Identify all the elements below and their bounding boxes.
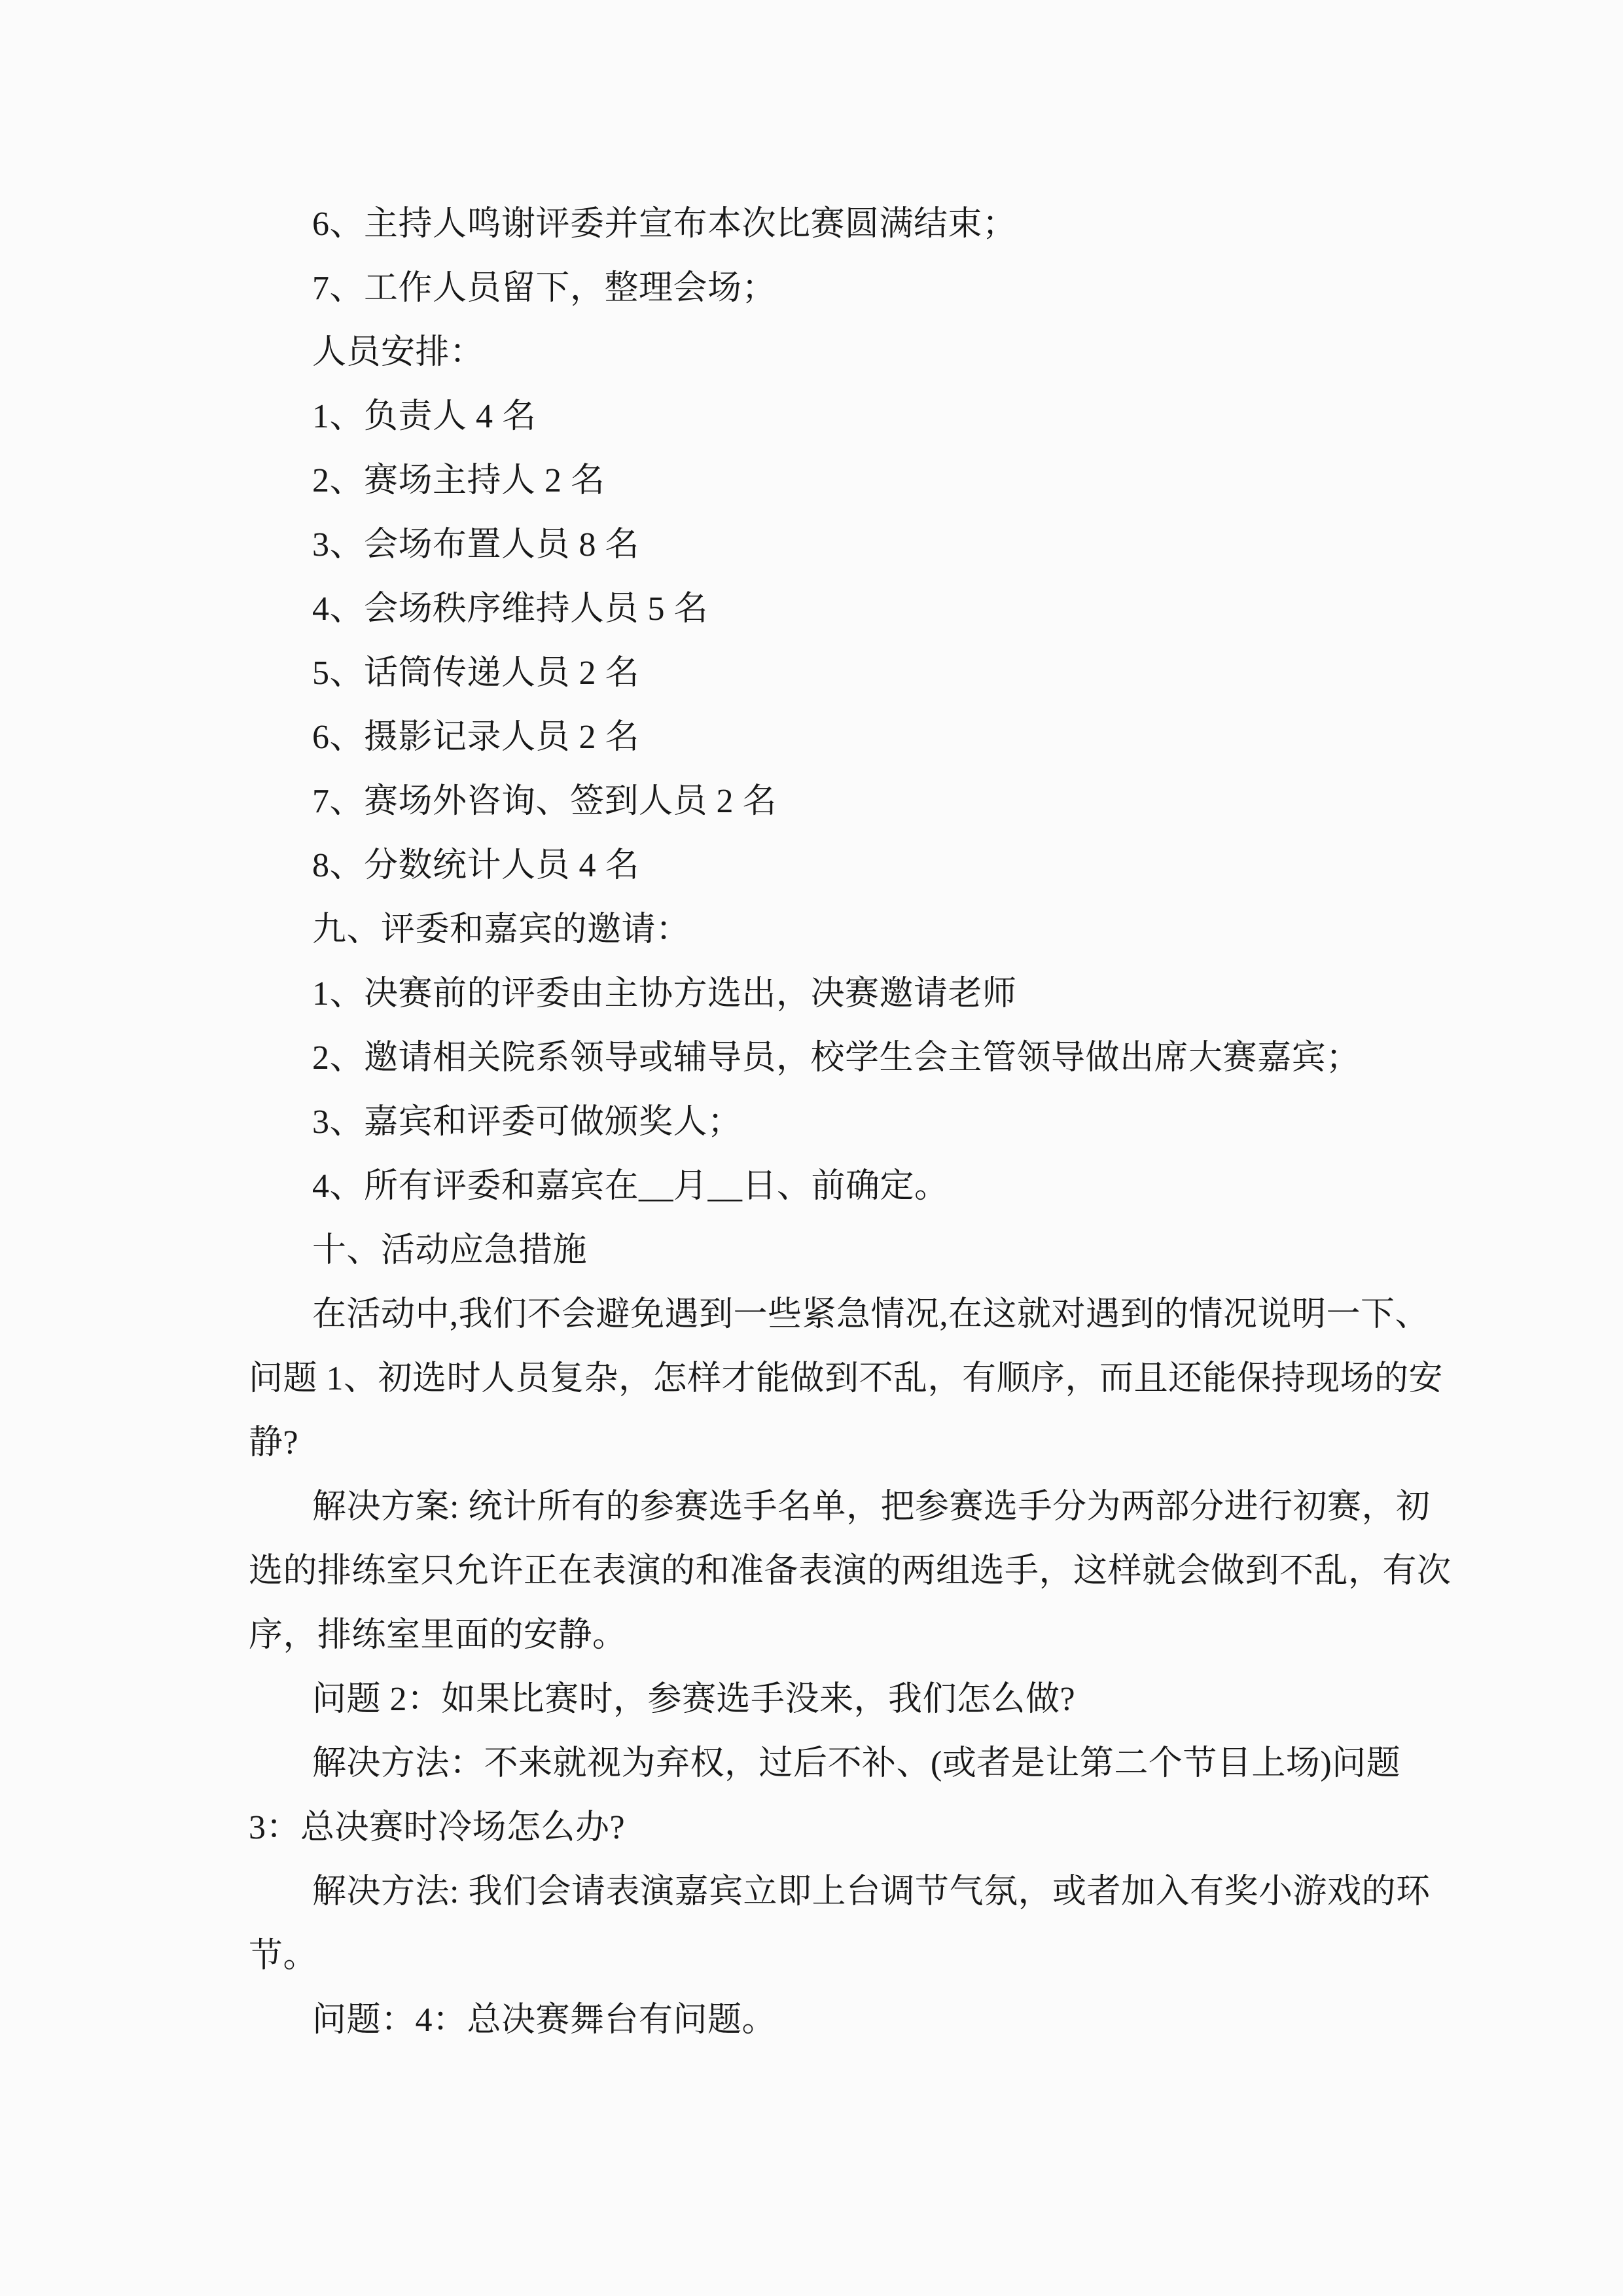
- text-line: 选的排练室只允许正在表演的和准备表演的两组选手，这样就会做到不乱，有次: [249, 1552, 1452, 1590]
- text-line: 3、会场布置人员 8 名: [312, 526, 640, 564]
- text-line: 4、会场秩序维持人员 5 名: [312, 590, 709, 628]
- text-line: 序，排练室里面的安静。: [249, 1617, 627, 1654]
- text-line: 6、主持人鸣谢评委并宣布本次比赛圆满结束；: [312, 206, 1017, 243]
- text-line: 2、赛场主持人 2 名: [312, 462, 605, 499]
- text-line: 十、活动应急措施: [312, 1232, 588, 1269]
- text-line: 2、邀请相关院系领导或辅导员，校学生会主管领导做出席大赛嘉宾；: [312, 1039, 1361, 1077]
- text-line: 7、工作人员留下，整理会场；: [312, 270, 777, 307]
- text-line: 1、负责人 4 名: [312, 398, 537, 435]
- text-line: 8、分数统计人员 4 名: [312, 847, 640, 884]
- text-line: 九、评委和嘉宾的邀请：: [312, 911, 690, 948]
- text-line: 7、赛场外咨询、签到人员 2 名: [312, 783, 777, 820]
- text-line: 问题：4：总决赛舞台有问题。: [312, 2001, 777, 2039]
- text-line: 解决方法：不来就视为弃权，过后不补、(或者是让第二个节目上场)问题: [312, 1745, 1401, 1782]
- text-line: 1、决赛前的评委由主协方选出，决赛邀请老师: [312, 975, 1017, 1013]
- text-line: 静?: [249, 1424, 299, 1462]
- text-line: 解决方法: 我们会请表演嘉宾立即上台调节气氛，或者加入有奖小游戏的环: [312, 1873, 1431, 1910]
- text-line: 3、嘉宾和评委可做颁奖人；: [312, 1103, 742, 1141]
- document-text-block: [249, 192, 1452, 2053]
- text-line: 问题 2：如果比赛时，参赛选手没来，我们怎么做?: [312, 1681, 1076, 1718]
- text-line: 6、摄影记录人员 2 名: [312, 719, 640, 756]
- text-line: 3：总决赛时冷场怎么办?: [249, 1809, 626, 1846]
- text-line: 5、话筒传递人员 2 名: [312, 655, 640, 692]
- text-line: 在活动中,我们不会避免遇到一些紧急情况,在这就对遇到的情况说明一下、: [312, 1296, 1430, 1333]
- text-line: 人员安排：: [312, 334, 484, 371]
- text-line: 节。: [249, 1937, 318, 1975]
- text-line: 问题 1、初选时人员复杂，怎样才能做到不乱，有顺序，而且还能保持现场的安: [249, 1360, 1444, 1397]
- text-line: 解决方案: 统计所有的参赛选手名单，把参赛选手分为两部分进行初赛，初: [312, 1488, 1431, 1526]
- text-line: 4、所有评委和嘉宾在__月__日、前确定。: [312, 1168, 949, 1205]
